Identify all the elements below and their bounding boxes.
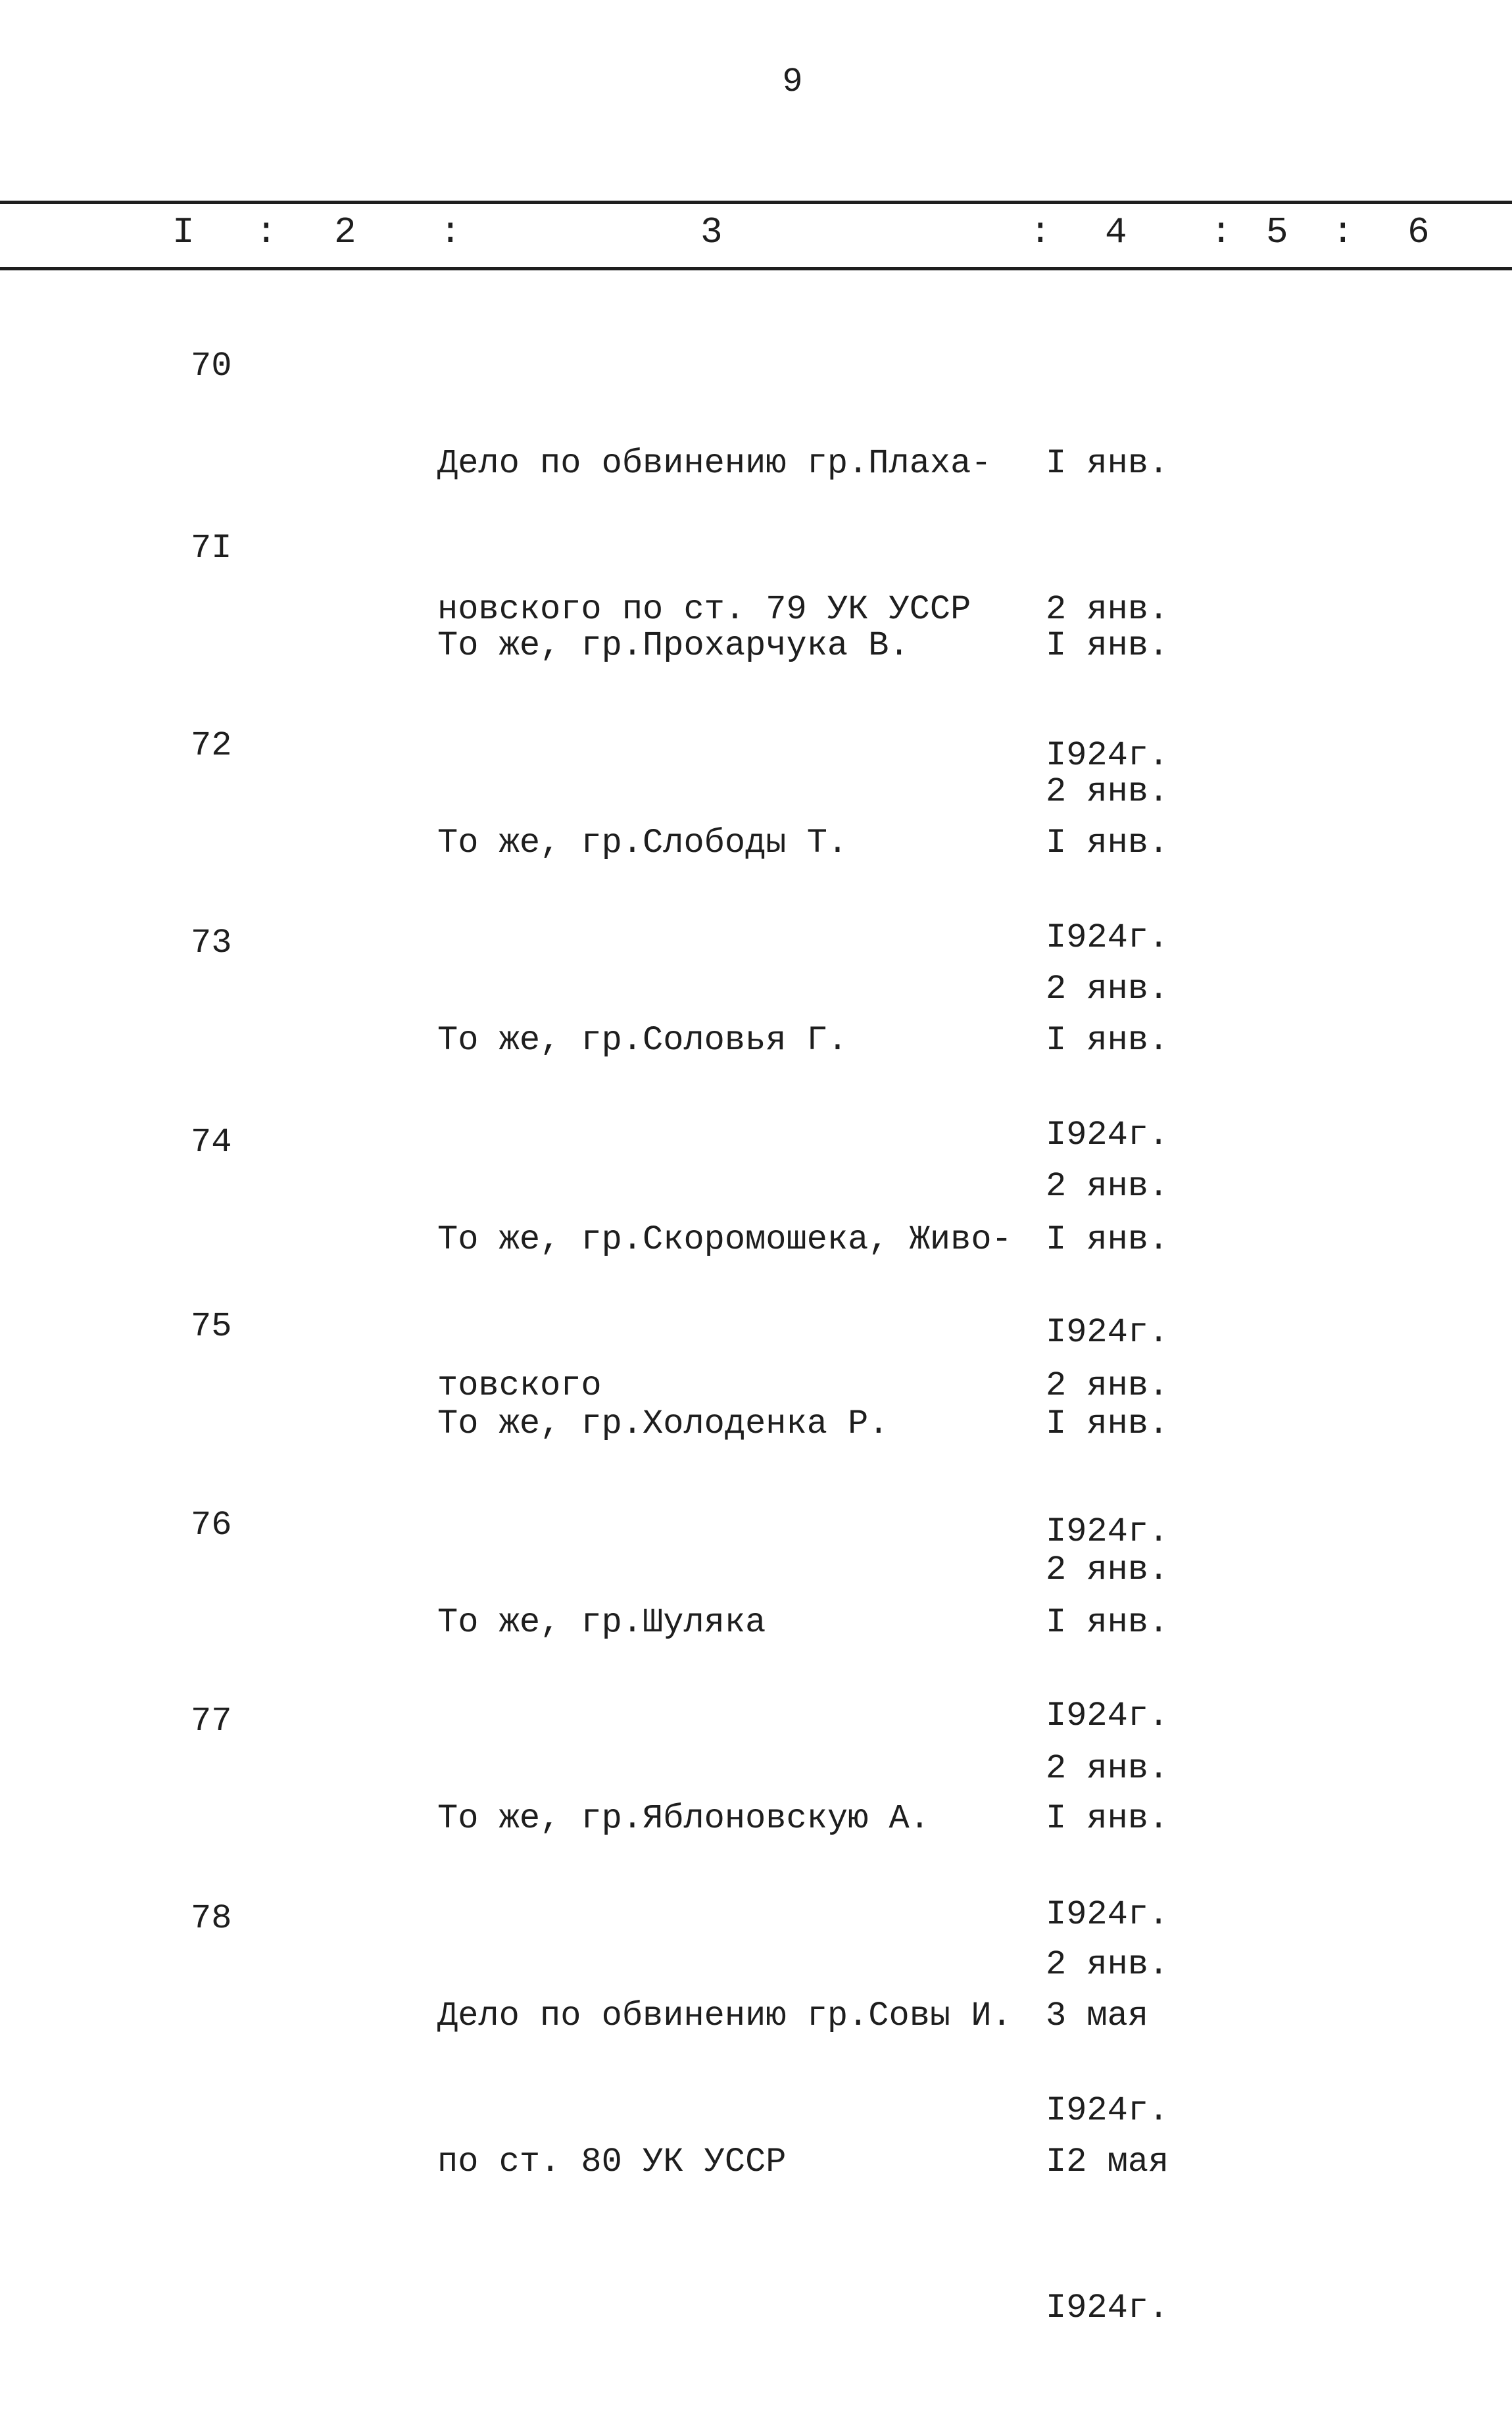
row-description-line: по ст. 80 УК УССР <box>437 2143 787 2181</box>
row-description-line: То же, гр.Шуляка <box>437 1603 766 1642</box>
row-date-year: I924г. <box>1046 1697 1169 1735</box>
row-date-end: 2 янв. <box>1046 1550 1169 1589</box>
row-description-line: Дело по обвинению гр.Совы И. <box>437 1996 1012 2035</box>
page-number: 9 <box>782 62 803 101</box>
row-date-year: I924г. <box>1046 1512 1169 1551</box>
row-date-end: 2 янв. <box>1046 590 1169 629</box>
row-number: 74 <box>191 1123 232 1162</box>
row-date-start: I янв. <box>1046 1799 1169 1838</box>
row-description-line: То же, гр.Яблоновскую А. <box>437 1799 930 1838</box>
row-description-line: Дело по обвинению гр.Плаха- <box>437 444 992 483</box>
row-date-end: 2 янв. <box>1046 772 1169 811</box>
row-number: 78 <box>191 1899 232 1938</box>
row-description-line: То же, гр.Прохарчука В. <box>437 626 910 665</box>
row-date-year: I924г. <box>1046 918 1169 957</box>
row-description-line: То же, гр.Слободы Т. <box>437 824 848 862</box>
row-date-year: I924г. <box>1046 2091 1169 2130</box>
row-description-line: То же, гр.Холоденка Р. <box>437 1404 889 1443</box>
row-date-start: I янв. <box>1046 824 1169 862</box>
row-number: 76 <box>191 1506 232 1545</box>
header-col-5: 5 <box>1266 211 1288 253</box>
header-separator-2: : <box>439 211 462 253</box>
header-separator-3: : <box>1029 211 1052 253</box>
header-col-2: 2 <box>334 211 356 253</box>
row-date-end: 2 янв. <box>1046 1167 1169 1206</box>
row-date-start: I янв. <box>1046 444 1169 483</box>
header-col-4: 4 <box>1105 211 1127 253</box>
row-date-year: I924г. <box>1046 736 1169 775</box>
row-date-start: I янв. <box>1046 1021 1169 1060</box>
row-description-line: новского по ст. 79 УК УССР <box>437 590 971 629</box>
row-date-year: I924г. <box>1046 1116 1169 1154</box>
row-description-line: То же, гр.Соловья Г. <box>437 1021 848 1060</box>
header-separator-4: : <box>1210 211 1232 253</box>
row-date-year: I924г. <box>1046 1895 1169 1934</box>
row-date-start: I янв. <box>1046 1404 1169 1443</box>
row-date-start: I янв. <box>1046 626 1169 665</box>
row-date-end: 2 янв. <box>1046 1366 1169 1405</box>
header-col-6: 6 <box>1407 211 1430 253</box>
row-number: 72 <box>191 726 232 765</box>
row-date-start: 3 мая <box>1046 1996 1149 2035</box>
header-col-1: I <box>172 211 195 253</box>
row-number: 73 <box>191 924 232 962</box>
row-description <box>437 1895 1029 2284</box>
row-description-line: То же, гр.Скоромошека, Живо- <box>437 1220 1012 1259</box>
row-date-end: 2 янв. <box>1046 970 1169 1008</box>
row-date-end: I2 мая <box>1046 2143 1169 2181</box>
row-date-end: 2 янв. <box>1046 1945 1169 1984</box>
header-bottom-rule <box>0 267 1512 270</box>
row-number: 70 <box>191 347 232 385</box>
header-top-rule <box>0 201 1512 204</box>
header-separator-1: : <box>255 211 278 253</box>
row-date-start: I янв. <box>1046 1603 1169 1642</box>
row-number: 77 <box>191 1702 232 1741</box>
row-date-year: I924г. <box>1046 1313 1169 1352</box>
row-number: 75 <box>191 1307 232 1346</box>
header-separator-5: : <box>1332 211 1354 253</box>
row-number: 7I <box>191 529 232 568</box>
row-date-end: 2 янв. <box>1046 1749 1169 1788</box>
row-description-line: товского <box>437 1366 602 1405</box>
row-date-start: I янв. <box>1046 1220 1169 1259</box>
header-col-3: 3 <box>700 211 723 253</box>
row-date-year: I924г. <box>1046 2289 1169 2327</box>
row-dates <box>1046 1895 1243 2430</box>
